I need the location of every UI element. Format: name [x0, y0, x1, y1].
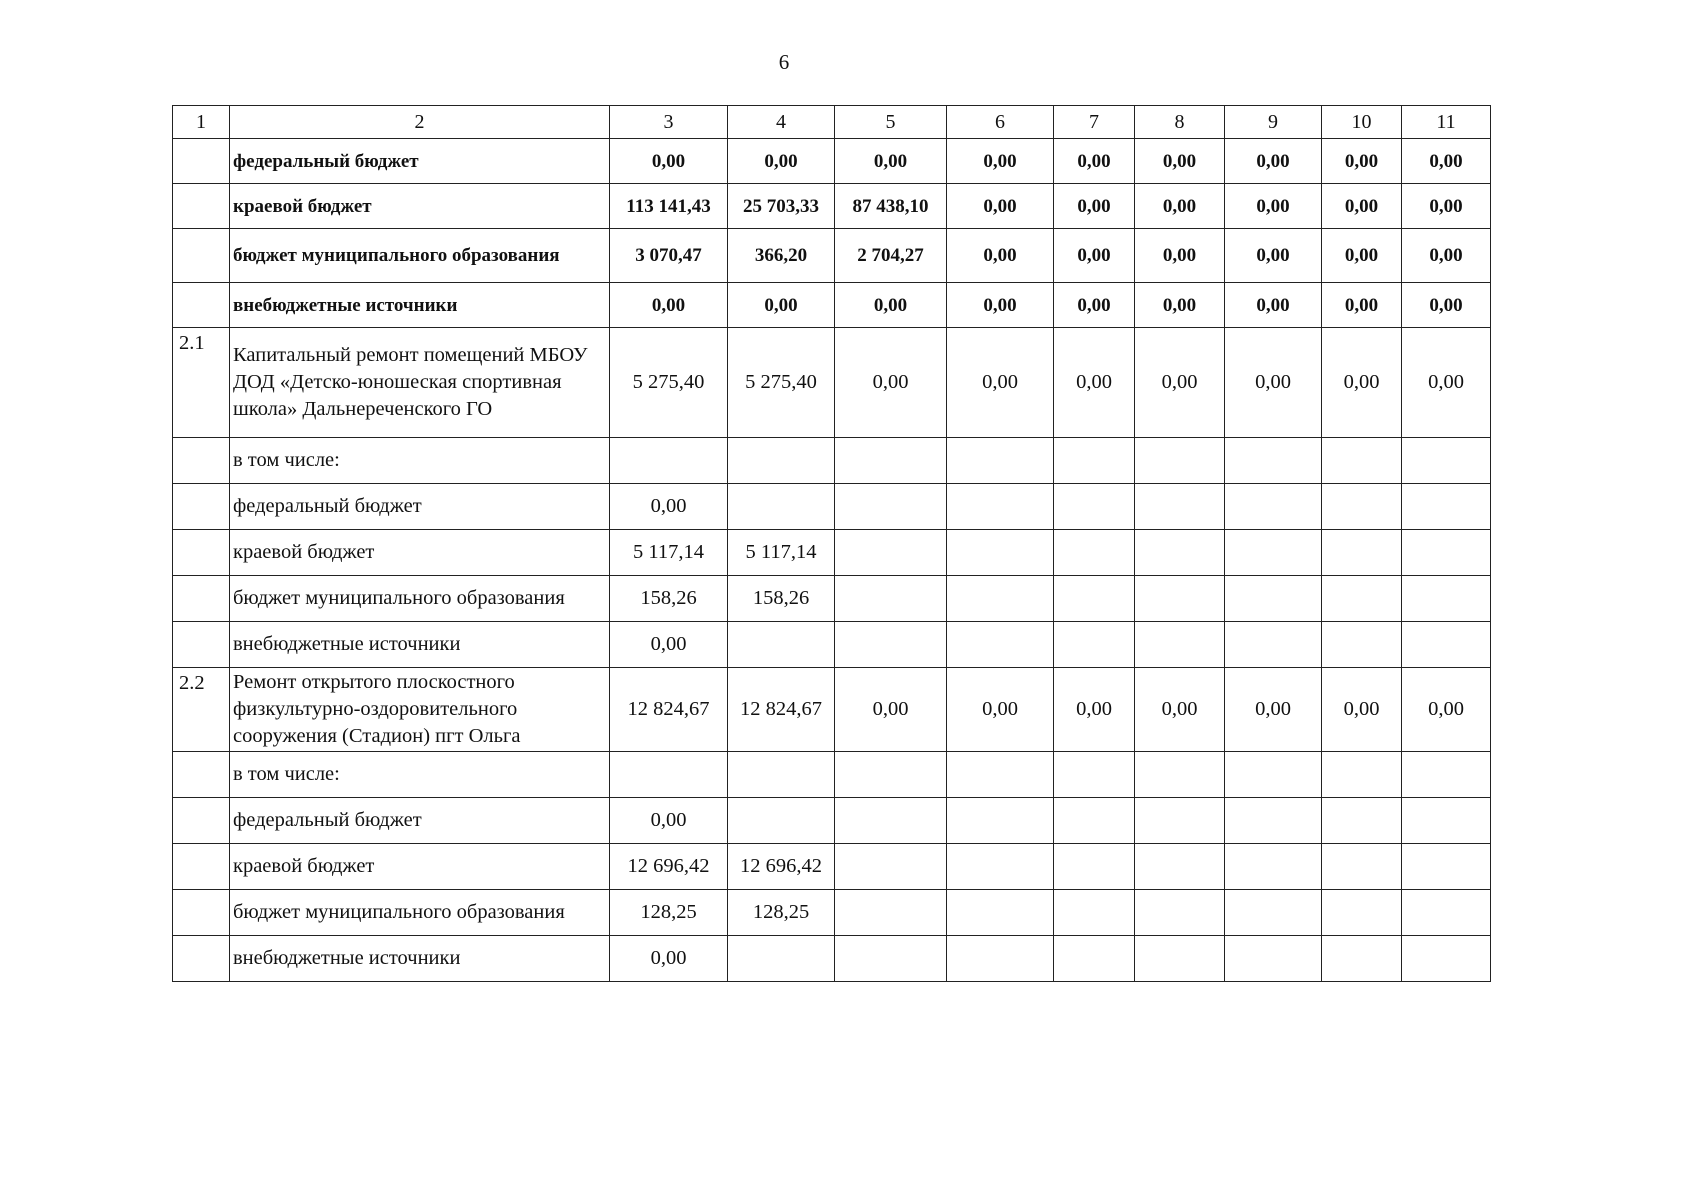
header-cell: 3	[610, 106, 728, 139]
value-cell	[1322, 936, 1402, 982]
value-cell	[947, 530, 1054, 576]
value-cell: 0,00	[1402, 668, 1491, 752]
header-cell: 11	[1402, 106, 1491, 139]
value-cell	[1054, 484, 1135, 530]
value-cell	[947, 622, 1054, 668]
value-cell	[947, 936, 1054, 982]
row-number-cell	[173, 139, 230, 184]
value-cell	[835, 890, 947, 936]
value-cell: 0,00	[1054, 283, 1135, 328]
table-row	[173, 936, 1491, 982]
table-row	[173, 890, 1491, 936]
value-cell	[835, 752, 947, 798]
value-cell	[1054, 798, 1135, 844]
table-row	[173, 438, 1491, 484]
table-row	[173, 283, 1491, 328]
value-cell	[728, 936, 835, 982]
value-cell	[728, 438, 835, 484]
value-cell: 0,00	[1135, 328, 1225, 438]
value-cell	[1225, 576, 1322, 622]
value-cell: 128,25	[728, 890, 835, 936]
value-cell	[1225, 936, 1322, 982]
header-row	[173, 106, 1491, 139]
value-cell	[728, 752, 835, 798]
row-name-cell: Ремонт открытого плоскостного физкультурно-оздоровительного сооружения (Стадион) пгт Ольга	[230, 668, 610, 752]
row-number-cell: 2.1	[173, 328, 230, 438]
header-cell: 1	[173, 106, 230, 139]
value-cell: 0,00	[1054, 184, 1135, 229]
value-cell	[1135, 484, 1225, 530]
value-cell	[1402, 438, 1491, 484]
value-cell	[1322, 484, 1402, 530]
row-number-cell	[173, 229, 230, 283]
row-name-cell: бюджет муниципального образования	[230, 229, 610, 283]
value-cell: 0,00	[728, 283, 835, 328]
value-cell	[1402, 752, 1491, 798]
value-cell: 0,00	[1225, 184, 1322, 229]
value-cell: 0,00	[1225, 328, 1322, 438]
value-cell: 12 824,67	[728, 668, 835, 752]
table-row	[173, 576, 1491, 622]
value-cell	[610, 752, 728, 798]
row-name-cell: федеральный бюджет	[230, 139, 610, 184]
value-cell: 0,00	[1322, 229, 1402, 283]
row-name-cell: краевой бюджет	[230, 844, 610, 890]
value-cell: 0,00	[1322, 668, 1402, 752]
value-cell: 0,00	[1322, 184, 1402, 229]
value-cell	[1225, 798, 1322, 844]
table-row	[173, 752, 1491, 798]
value-cell	[1225, 752, 1322, 798]
table-body	[173, 106, 1491, 982]
value-cell	[947, 484, 1054, 530]
value-cell	[1322, 438, 1402, 484]
value-cell	[1322, 752, 1402, 798]
value-cell	[728, 622, 835, 668]
value-cell: 0,00	[1054, 328, 1135, 438]
header-cell: 5	[835, 106, 947, 139]
value-cell	[1054, 438, 1135, 484]
value-cell	[1135, 890, 1225, 936]
value-cell: 113 141,43	[610, 184, 728, 229]
value-cell: 0,00	[610, 484, 728, 530]
header-cell: 2	[230, 106, 610, 139]
value-cell	[1054, 622, 1135, 668]
value-cell: 87 438,10	[835, 184, 947, 229]
table-row	[173, 139, 1491, 184]
value-cell: 158,26	[728, 576, 835, 622]
value-cell: 0,00	[1402, 328, 1491, 438]
row-number-cell	[173, 184, 230, 229]
row-number-cell: 2.2	[173, 668, 230, 752]
value-cell: 5 117,14	[610, 530, 728, 576]
value-cell	[1225, 530, 1322, 576]
header-cell: 9	[1225, 106, 1322, 139]
table-row	[173, 229, 1491, 283]
value-cell: 0,00	[835, 139, 947, 184]
value-cell: 0,00	[835, 283, 947, 328]
value-cell: 0,00	[1225, 283, 1322, 328]
value-cell	[835, 622, 947, 668]
value-cell	[1225, 890, 1322, 936]
row-name-cell: в том числе:	[230, 752, 610, 798]
value-cell: 0,00	[1135, 668, 1225, 752]
row-name-cell: краевой бюджет	[230, 530, 610, 576]
value-cell: 0,00	[1225, 668, 1322, 752]
value-cell	[1402, 576, 1491, 622]
value-cell: 0,00	[1322, 283, 1402, 328]
row-number-cell	[173, 283, 230, 328]
budget-table	[172, 105, 1491, 982]
row-number-cell	[173, 622, 230, 668]
value-cell: 128,25	[610, 890, 728, 936]
row-number-cell	[173, 844, 230, 890]
value-cell	[728, 484, 835, 530]
value-cell	[835, 798, 947, 844]
value-cell	[835, 484, 947, 530]
value-cell: 0,00	[1054, 668, 1135, 752]
row-name-cell: внебюджетные источники	[230, 622, 610, 668]
value-cell	[1322, 798, 1402, 844]
row-name-cell: Капитальный ремонт помещений МБОУ ДОД «Детско-юношеская спортивная школа» Дальнереченского ГО	[230, 328, 610, 438]
value-cell: 12 696,42	[728, 844, 835, 890]
value-cell	[1054, 752, 1135, 798]
value-cell	[610, 438, 728, 484]
value-cell: 0,00	[947, 283, 1054, 328]
value-cell	[1402, 622, 1491, 668]
value-cell	[835, 844, 947, 890]
value-cell: 5 117,14	[728, 530, 835, 576]
value-cell	[1135, 530, 1225, 576]
value-cell: 0,00	[835, 328, 947, 438]
value-cell	[1225, 438, 1322, 484]
value-cell: 158,26	[610, 576, 728, 622]
value-cell: 0,00	[1402, 229, 1491, 283]
value-cell	[1322, 890, 1402, 936]
value-cell	[1135, 844, 1225, 890]
value-cell	[1225, 484, 1322, 530]
table-row	[173, 484, 1491, 530]
value-cell	[1135, 798, 1225, 844]
value-cell: 0,00	[947, 668, 1054, 752]
value-cell	[835, 530, 947, 576]
value-cell: 0,00	[1135, 229, 1225, 283]
header-cell: 6	[947, 106, 1054, 139]
table-row	[173, 798, 1491, 844]
value-cell	[947, 752, 1054, 798]
table-row	[173, 184, 1491, 229]
value-cell: 0,00	[1054, 229, 1135, 283]
row-number-cell	[173, 936, 230, 982]
value-cell	[1135, 752, 1225, 798]
value-cell	[1054, 530, 1135, 576]
value-cell: 0,00	[610, 283, 728, 328]
value-cell: 366,20	[728, 229, 835, 283]
value-cell: 2 704,27	[835, 229, 947, 283]
header-cell: 4	[728, 106, 835, 139]
row-name-cell: в том числе:	[230, 438, 610, 484]
value-cell: 12 696,42	[610, 844, 728, 890]
row-number-cell	[173, 890, 230, 936]
value-cell: 0,00	[1402, 139, 1491, 184]
value-cell: 0,00	[610, 798, 728, 844]
value-cell: 0,00	[947, 139, 1054, 184]
value-cell	[835, 438, 947, 484]
value-cell	[1135, 438, 1225, 484]
row-number-cell	[173, 576, 230, 622]
value-cell: 25 703,33	[728, 184, 835, 229]
table-row	[173, 622, 1491, 668]
row-number-cell	[173, 484, 230, 530]
value-cell	[1054, 844, 1135, 890]
row-number-cell	[173, 798, 230, 844]
value-cell	[1225, 844, 1322, 890]
header-cell: 8	[1135, 106, 1225, 139]
value-cell	[1054, 890, 1135, 936]
value-cell: 0,00	[947, 229, 1054, 283]
row-number-cell	[173, 752, 230, 798]
page-number: 6	[778, 50, 790, 74]
value-cell: 0,00	[947, 184, 1054, 229]
value-cell	[1402, 798, 1491, 844]
value-cell	[1135, 936, 1225, 982]
value-cell	[1402, 936, 1491, 982]
value-cell: 0,00	[1402, 283, 1491, 328]
value-cell	[1402, 890, 1491, 936]
value-cell	[1225, 622, 1322, 668]
table-row	[173, 668, 1491, 752]
value-cell: 0,00	[835, 668, 947, 752]
value-cell	[1322, 530, 1402, 576]
value-cell	[1135, 576, 1225, 622]
value-cell: 0,00	[1054, 139, 1135, 184]
value-cell: 0,00	[610, 622, 728, 668]
table-row	[173, 530, 1491, 576]
value-cell	[1322, 576, 1402, 622]
value-cell: 0,00	[1402, 184, 1491, 229]
row-name-cell: федеральный бюджет	[230, 484, 610, 530]
row-name-cell: бюджет муниципального образования	[230, 576, 610, 622]
row-name-cell: внебюджетные источники	[230, 936, 610, 982]
value-cell: 0,00	[1225, 229, 1322, 283]
value-cell	[947, 844, 1054, 890]
value-cell: 0,00	[610, 936, 728, 982]
table-row	[173, 328, 1491, 438]
value-cell: 0,00	[1322, 328, 1402, 438]
value-cell	[835, 576, 947, 622]
value-cell: 0,00	[1322, 139, 1402, 184]
row-name-cell: бюджет муниципального образования	[230, 890, 610, 936]
value-cell	[1054, 576, 1135, 622]
row-name-cell: внебюджетные источники	[230, 283, 610, 328]
value-cell: 5 275,40	[728, 328, 835, 438]
value-cell	[1402, 530, 1491, 576]
row-number-cell	[173, 438, 230, 484]
value-cell: 12 824,67	[610, 668, 728, 752]
value-cell: 0,00	[610, 139, 728, 184]
value-cell: 0,00	[1135, 184, 1225, 229]
value-cell	[1135, 622, 1225, 668]
value-cell: 0,00	[1135, 139, 1225, 184]
row-number-cell	[173, 530, 230, 576]
table-row	[173, 844, 1491, 890]
value-cell	[1054, 936, 1135, 982]
value-cell	[835, 936, 947, 982]
value-cell	[1322, 622, 1402, 668]
value-cell: 0,00	[1225, 139, 1322, 184]
value-cell: 0,00	[1135, 283, 1225, 328]
value-cell	[947, 576, 1054, 622]
header-cell: 7	[1054, 106, 1135, 139]
header-cell: 10	[1322, 106, 1402, 139]
value-cell: 3 070,47	[610, 229, 728, 283]
row-name-cell: краевой бюджет	[230, 184, 610, 229]
value-cell	[1322, 844, 1402, 890]
value-cell: 5 275,40	[610, 328, 728, 438]
value-cell	[947, 890, 1054, 936]
value-cell	[947, 438, 1054, 484]
value-cell	[1402, 844, 1491, 890]
value-cell	[728, 798, 835, 844]
value-cell: 0,00	[947, 328, 1054, 438]
value-cell: 0,00	[728, 139, 835, 184]
row-name-cell: федеральный бюджет	[230, 798, 610, 844]
value-cell	[947, 798, 1054, 844]
value-cell	[1402, 484, 1491, 530]
